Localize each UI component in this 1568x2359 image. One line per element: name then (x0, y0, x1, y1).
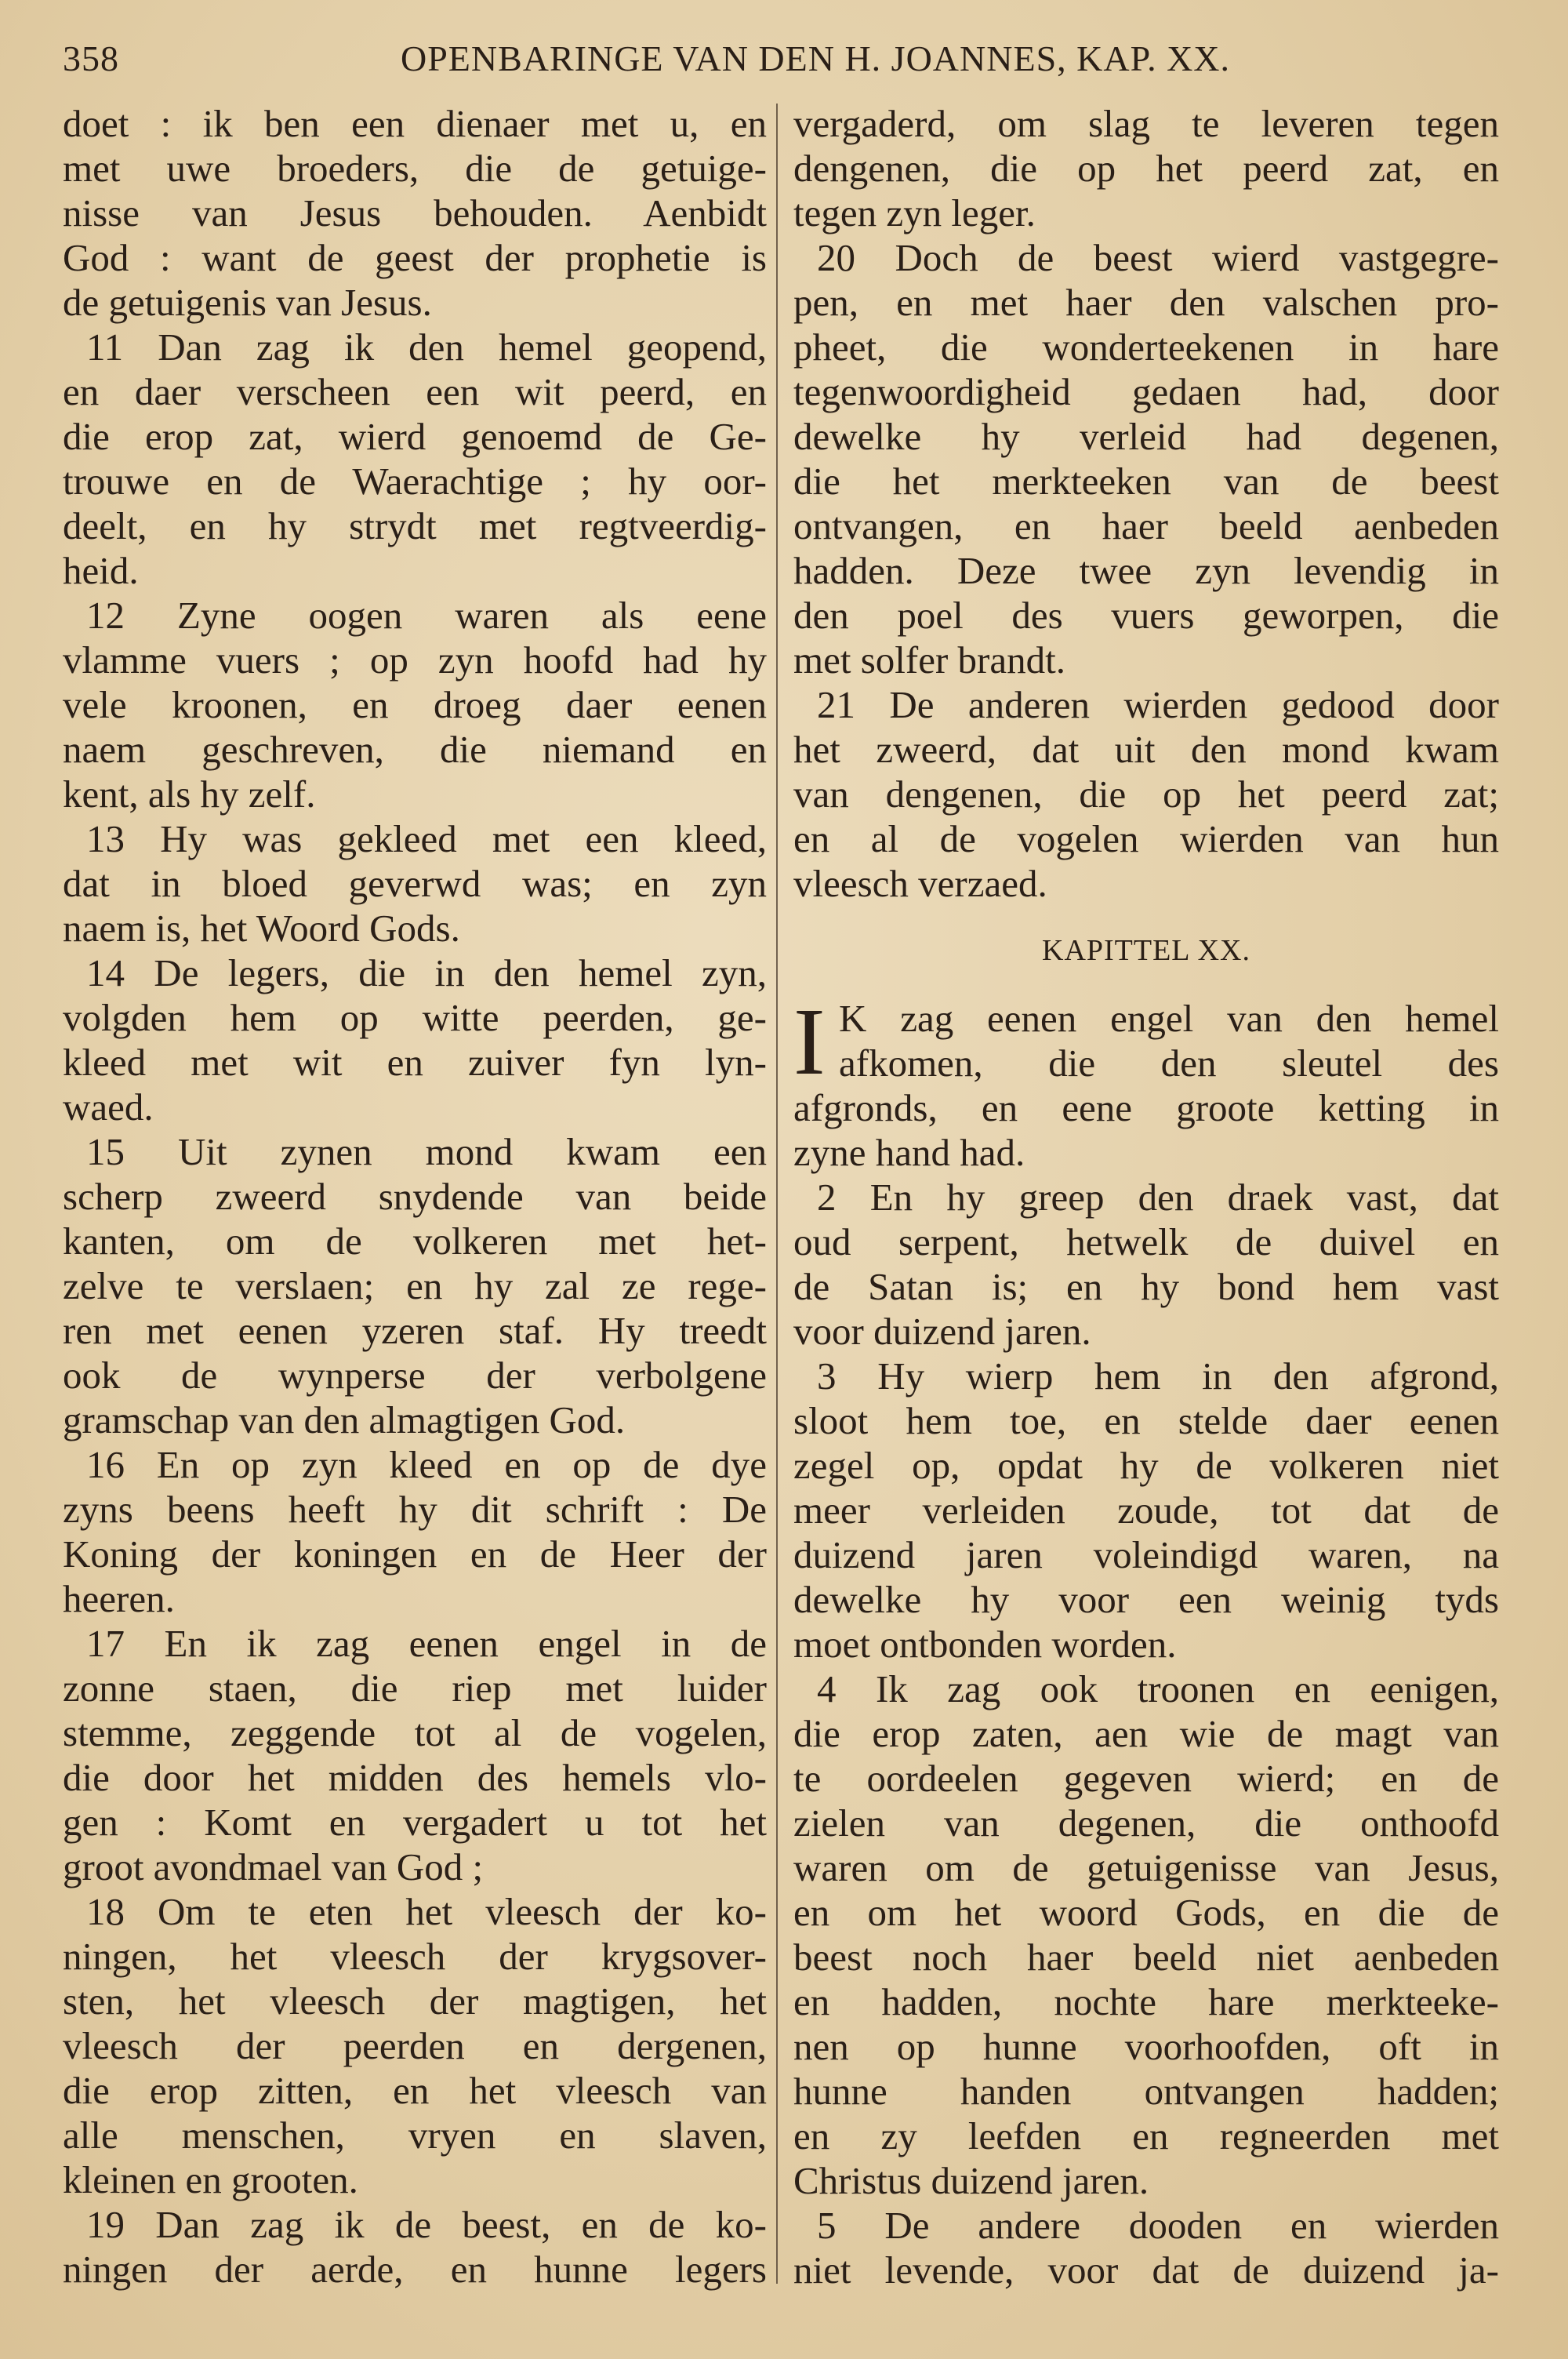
text-line: waed. (63, 1085, 154, 1129)
text-line: heid. (63, 549, 139, 592)
text-line: K zag eenen engel van den hemel (839, 997, 1499, 1040)
text-line: vleesch verzaed. (793, 862, 1047, 905)
text-line: 18 Om te eten het vleesch der ko- (86, 1890, 767, 1933)
paragraph (63, 1129, 767, 1442)
paragraph (63, 1621, 767, 1889)
text-line: afkomen, die den sleutel des (839, 1041, 1499, 1085)
text-line: voor duizend jaren. (793, 1310, 1091, 1353)
text-line: die erop zat, wierd genoemd de Ge- (63, 415, 767, 458)
text-line: die erop zitten, en het vleesch van (63, 2069, 767, 2112)
text-line: 12 Zyne oogen waren als eene (86, 594, 767, 637)
text-line: en hadden, nochte hare merkteeke- (793, 1980, 1499, 2023)
text-line: gramschap van den almagtigen God. (63, 1398, 626, 1441)
text-line: sloot hem toe, en stelde daer eenen (793, 1399, 1499, 1442)
text-line: vleesch der peerden en dergenen, (63, 2024, 767, 2067)
text-line: vergaderd, om slag te leveren tegen (793, 102, 1499, 145)
paragraph (793, 2203, 1499, 2292)
text-line: zielen van degenen, die onthoofd (793, 1801, 1499, 1845)
text-line: die door het midden des hemels vlo- (63, 1756, 767, 1799)
text-line: dewelke hy verleid had degenen, (793, 415, 1499, 458)
paragraph (793, 989, 1499, 1175)
text-line: niet levende, voor dat de duizend ja- (793, 2248, 1499, 2292)
text-line: Koning der koningen en de Heer der (63, 1532, 767, 1576)
text-line: 4 Ik zag ook troonen en eenigen, (817, 1667, 1499, 1710)
paragraph (63, 816, 767, 951)
text-line: ren met eenen yzeren staf. Hy treedt (63, 1309, 767, 1352)
text-line: vlamme vuers ; op zyn hoofd had hy (63, 638, 767, 682)
text-line: God : want de geest der prophetie is (63, 236, 767, 279)
text-line: met uwe broeders, die de getuige- (63, 147, 767, 190)
text-line: nen op hunne voorhoofden, oft in (793, 2025, 1499, 2068)
paragraph (793, 682, 1499, 906)
paragraph (63, 1889, 767, 2202)
page-number: 358 (63, 38, 119, 78)
text-line: 5 De andere dooden en wierden (817, 2204, 1499, 2247)
text-line: waren om de getuigenisse van Jesus, (793, 1846, 1499, 1889)
text-line: dengenen, die op het peerd zat, en (793, 147, 1499, 190)
paragraph (63, 101, 767, 325)
running-head: OPENBARINGE VAN DEN H. JOANNES, KAP. XX. (400, 38, 1231, 78)
text-line: scherp zweerd snydende van beide (63, 1175, 767, 1218)
paragraph (793, 1175, 1499, 1354)
paragraph (793, 1667, 1499, 2203)
text-line: dewelke hy voor een weinig tyds (793, 1578, 1499, 1621)
text-line: van dengenen, die op het peerd zat; (793, 772, 1499, 816)
text-line: vele kroonen, en droeg daer eenen (63, 683, 767, 726)
text-line: die het merkteeken van de beest (793, 460, 1499, 503)
text-line: oud serpent, hetwelk de duivel en (793, 1220, 1499, 1263)
text-line: hunne handen ontvangen hadden; (793, 2070, 1499, 2113)
text-line: afgronds, en eene groote ketting in (793, 1086, 1499, 1129)
text-line: tegen zyn leger. (793, 191, 1036, 234)
text-line: pheet, die wonderteekenen in hare (793, 325, 1499, 369)
text-line: met solfer brandt. (793, 638, 1065, 682)
text-line: den poel des vuers geworpen, die (793, 594, 1499, 637)
paragraph (63, 1442, 767, 1621)
text-line: zelve te verslaen; en hy zal ze rege- (63, 1264, 767, 1307)
text-line: duizend jaren voleindigd waren, na (793, 1533, 1499, 1576)
page-header (63, 38, 1499, 85)
column-divider (776, 104, 778, 2284)
text-line: dat in bloed geverwd was; en zyn (63, 862, 767, 905)
text-line: tegenwoordigheid gedaen had, door (793, 370, 1499, 413)
text-line: de getuigenis van Jesus. (63, 281, 432, 324)
text-line: ningen, het vleesch der krygsover- (63, 1935, 767, 1978)
text-line: doet : ik ben een dienaer met u, en (63, 102, 767, 145)
text-line: 16 En op zyn kleed en op de dye (86, 1443, 767, 1486)
text-line: 11 Dan zag ik den hemel geopend, (86, 325, 767, 369)
text-line: het zweerd, dat uit den mond kwam (793, 728, 1499, 771)
text-line: en al de vogelen wierden van hun (793, 817, 1499, 860)
paragraph (793, 235, 1499, 682)
text-line: en om het woord Gods, en die de (793, 1891, 1499, 1934)
text-line: 20 Doch de beest wierd vastgegre- (817, 236, 1499, 279)
text-line: ontvangen, en haer beeld aenbeden (793, 504, 1499, 547)
chapter-heading: KAPITTEL XX. (1042, 934, 1250, 967)
text-line: zonne staen, die riep met luider (63, 1667, 767, 1710)
text-line: gen : Komt en vergadert u tot het (63, 1801, 767, 1844)
text-line: groot avondmael van God ; (63, 1845, 484, 1888)
text-line: 13 Hy was gekleed met een kleed, (86, 817, 767, 860)
text-line: kleinen en grooten. (63, 2158, 358, 2201)
text-line: te oordeelen gegeven wierd; en de (793, 1757, 1499, 1800)
paragraph (63, 2202, 767, 2292)
text-line: 21 De anderen wierden gedood door (817, 683, 1499, 726)
text-line: pen, en met haer den valschen pro- (793, 281, 1499, 324)
text-line: 15 Uit zynen mond kwam een (86, 1130, 767, 1173)
text-line: naem geschreven, die niemand en (63, 728, 767, 771)
text-line: deelt, en hy strydt met regtveerdig- (63, 504, 767, 547)
right-column (793, 101, 1499, 2292)
text-line: zyne hand had. (793, 1131, 1025, 1174)
text-line: kanten, om de volkeren met het- (63, 1219, 767, 1263)
text-line: en daer verscheen een wit peerd, en (63, 370, 767, 413)
text-line: beest noch haer beeld niet aenbeden (793, 1936, 1499, 1979)
text-line: sten, het vleesch der magtigen, het (63, 1979, 767, 2023)
text-line: trouwe en de Waerachtige ; hy oor- (63, 460, 767, 503)
paragraph (63, 325, 767, 593)
text-line: zyns beens heeft hy dit schrift : De (63, 1488, 767, 1531)
text-line: meer verleiden zoude, tot dat de (793, 1488, 1499, 1532)
text-line: die erop zaten, aen wie de magt van (793, 1712, 1499, 1755)
text-line: zegel op, opdat hy de volkeren niet (793, 1444, 1499, 1487)
text-line: 17 En ik zag eenen engel in de (86, 1622, 767, 1665)
paragraph (63, 593, 767, 816)
text-line: kleed met wit en zuiver fyn lyn- (63, 1041, 767, 1084)
text-line: stemme, zeggende tot al de vogelen, (63, 1711, 767, 1754)
text-line: nisse van Jesus behouden. Aenbidt (63, 191, 767, 234)
text-line: Christus duizend jaren. (793, 2159, 1149, 2202)
paragraph (793, 101, 1499, 235)
paragraph (793, 1354, 1499, 1667)
text-line: en zy leefden en regneerden met (793, 2114, 1499, 2157)
text-line: 19 Dan zag ik de beest, en de ko- (86, 2203, 767, 2246)
text-line: 14 De legers, die in den hemel zyn, (86, 951, 767, 994)
text-line: hadden. Deze twee zyn levendig in (793, 549, 1499, 592)
text-line: de Satan is; en hy bond hem vast (793, 1265, 1499, 1308)
text-line: ook de wynperse der verbolgene (63, 1354, 767, 1397)
text-line: alle menschen, vryen en slaven, (63, 2114, 767, 2157)
text-line: moet ontbonden worden. (793, 1623, 1177, 1666)
text-line: naem is, het Woord Gods. (63, 907, 460, 950)
text-line: 3 Hy wierp hem in den afgrond, (817, 1354, 1499, 1398)
text-line: kent, als hy zelf. (63, 772, 316, 816)
text-line: ningen der aerde, en hunne legers (63, 2248, 767, 2291)
text-line: heeren. (63, 1577, 175, 1620)
text-line: 2 En hy greep den draek vast, dat (817, 1176, 1499, 1219)
left-column (63, 101, 767, 2292)
paragraph (63, 951, 767, 1129)
drop-cap: I (793, 989, 826, 1095)
text-line: volgden hem op witte peerden, ge- (63, 996, 767, 1039)
